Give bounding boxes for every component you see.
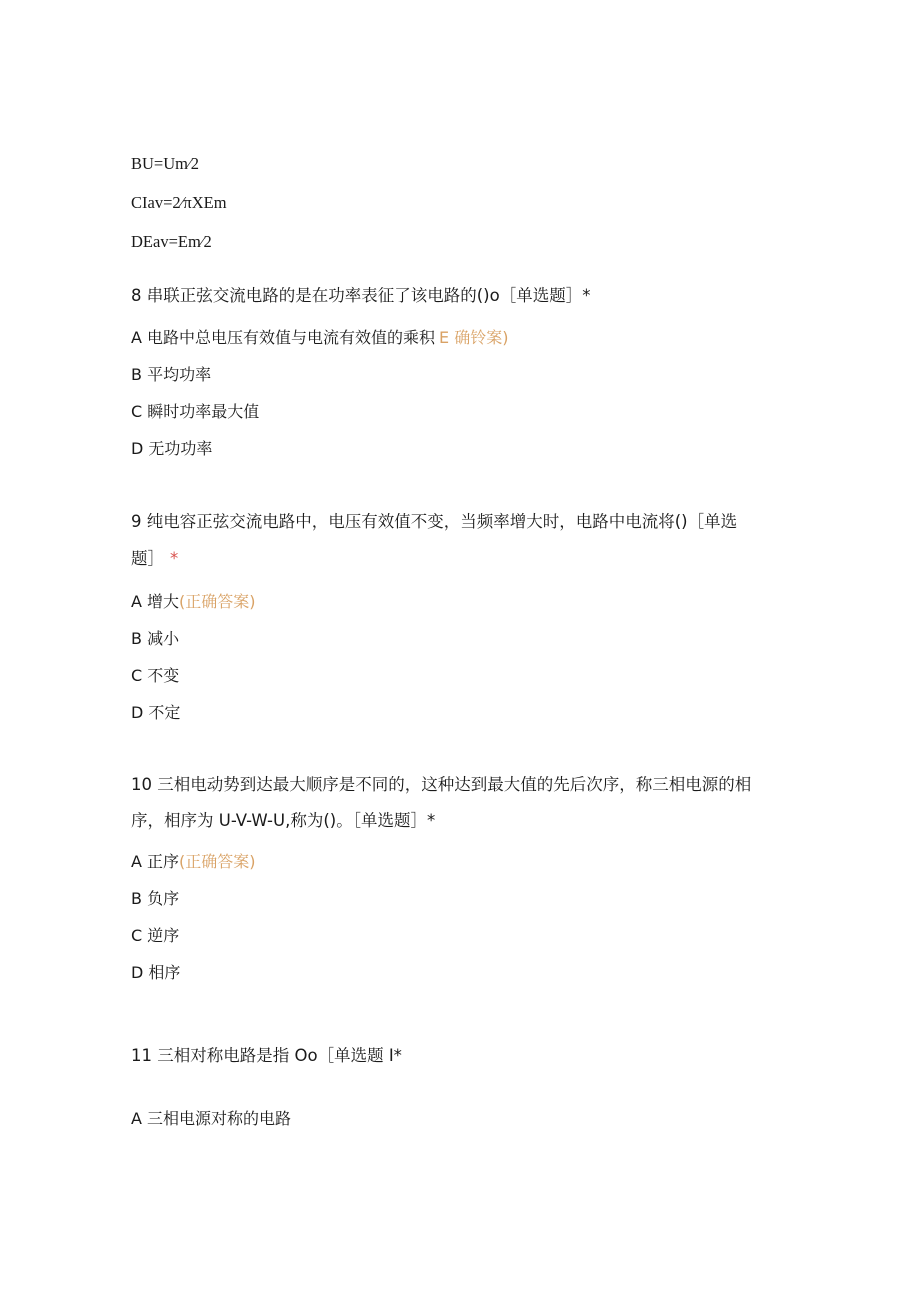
question-10-option-d: D 相序 xyxy=(131,963,181,982)
question-10-stem-line2: 序，相序为 U-V-W-U,称为()。［单选题］* xyxy=(131,811,436,830)
option-d-prev: DEav=Em⁄2 xyxy=(131,232,212,251)
option-text: A 电路中总电压有效值与电流有效值的乘积 xyxy=(131,328,436,347)
question-9-option-c: C 不变 xyxy=(131,666,180,685)
question-9-option-d: D 不定 xyxy=(131,703,181,722)
answer-mark: (正确答案) xyxy=(179,852,256,871)
question-8-stem: 8 串联正弦交流电路的是在功率表征了该电路的()o［单选题］* xyxy=(131,286,591,305)
option-c-prev: CIav=2⁄πXEm xyxy=(131,193,227,212)
stem-text: 题］ xyxy=(131,549,164,568)
question-8-option-d: D 无功功率 xyxy=(131,439,213,458)
question-10-option-c: C 逆序 xyxy=(131,926,180,945)
question-10-option-b: B 负序 xyxy=(131,889,180,908)
question-9-option-b: B 减小 xyxy=(131,629,180,648)
question-10-option-a xyxy=(131,852,256,872)
option-b-prev: BU=Um⁄2 xyxy=(131,154,199,173)
answer-mark: (正确答案) xyxy=(179,592,256,611)
required-star: * xyxy=(170,549,179,568)
question-9-option-a xyxy=(131,592,256,612)
question-8-option-a xyxy=(131,328,509,348)
option-text: A 正序 xyxy=(131,852,180,871)
question-8-option-c: C 瞬时功率最大值 xyxy=(131,402,260,421)
question-11-option-a: A 三相电源对称的电路 xyxy=(131,1109,292,1128)
question-9-stem-line2 xyxy=(131,549,178,569)
question-11-stem: 11 三相对称电路是指 Oo［单选题 I* xyxy=(131,1046,402,1065)
question-10-stem-line1: 10 三相电动势到达最大顺序是不同的，这种达到最大值的先后次序，称三相电源的相 xyxy=(131,775,752,794)
question-9-stem-line1: 9 纯电容正弦交流电路中，电压有效值不变，当频率增大时，电路中电流将()［单选 xyxy=(131,512,738,531)
answer-mark: E 确铃案) xyxy=(439,328,509,347)
question-8-option-b: B 平均功率 xyxy=(131,365,212,384)
option-text: A 增大 xyxy=(131,592,180,611)
